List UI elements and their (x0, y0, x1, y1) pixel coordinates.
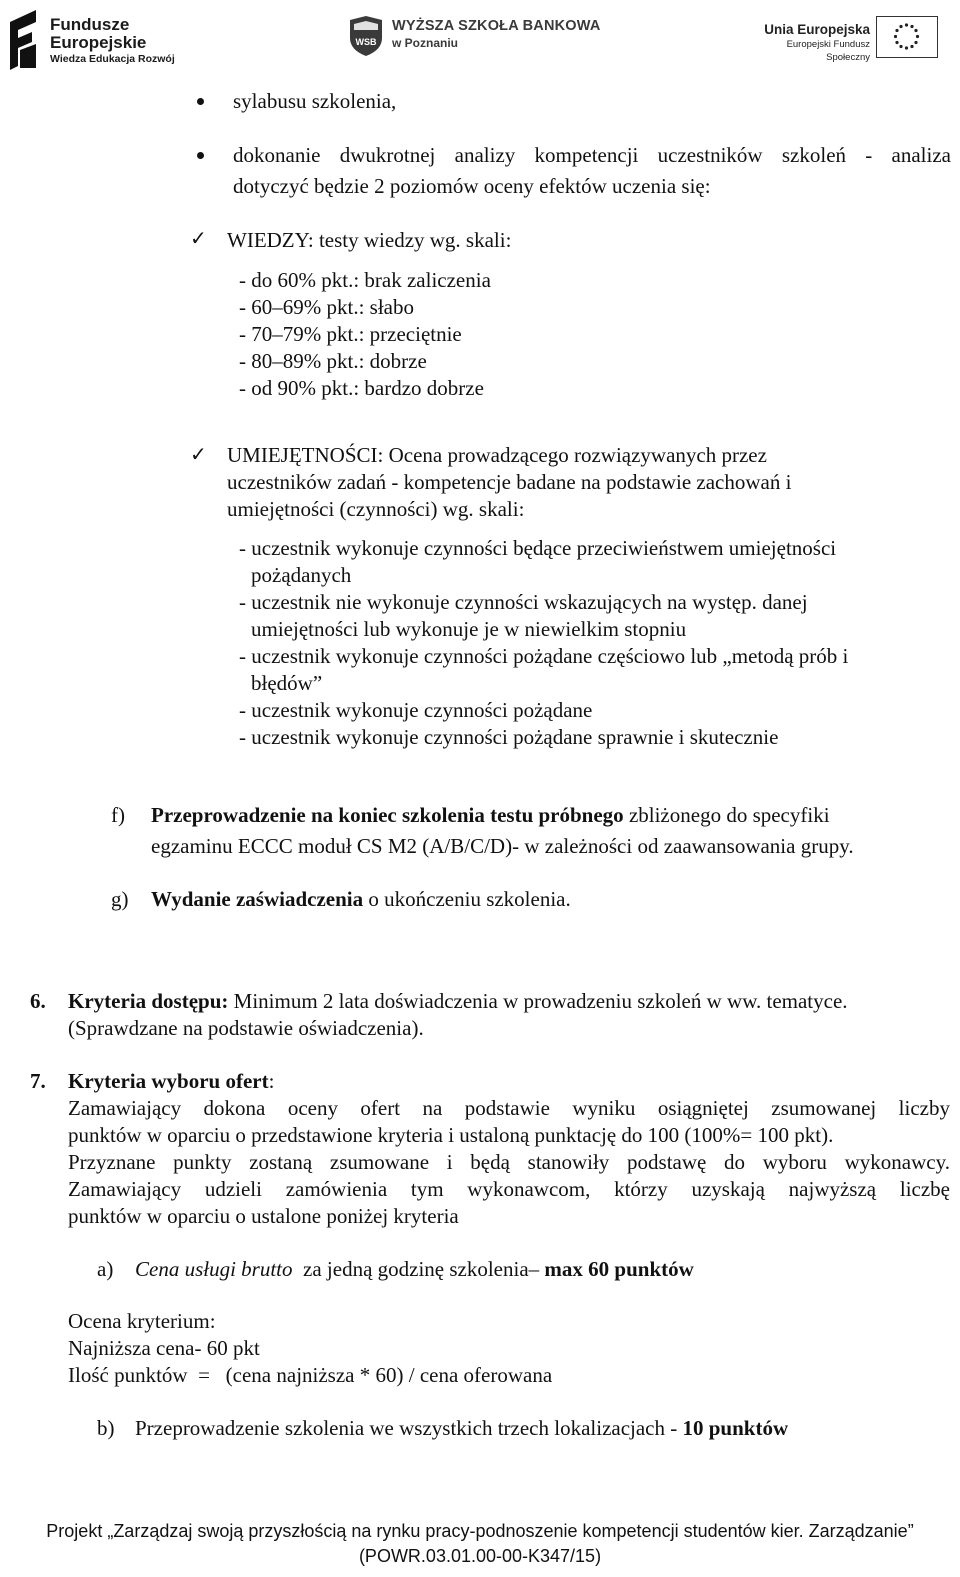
item-f-marker: f) (111, 803, 125, 827)
wiedzy-scale-item: - 70–79% pkt.: przeciętnie (239, 322, 462, 346)
item-g-line (151, 886, 571, 913)
fundusze-europejskie-mark-icon (6, 8, 40, 70)
eu-stars-icon (877, 17, 936, 56)
ocena-line: Ocena kryterium: (68, 1309, 216, 1333)
umiejetnosci-heading-line1: UMIEJĘTNOŚCI: Ocena prowadzącego rozwiązywanych przez (227, 443, 767, 467)
logo-ue-line2: Europejski Fundusz Społeczny (786, 39, 870, 63)
bullet-item-2-line1: dokonanie dwukrotnej analizy kompetencji uczestników szkoleń - analiza (233, 143, 951, 167)
eu-flag-icon (876, 16, 938, 58)
wsb-shield-icon (348, 16, 384, 56)
section-6-title: Kryteria dostępu: (68, 989, 229, 1013)
wiedzy-scale-item: - od 90% pkt.: bardzo dobrze (239, 376, 484, 400)
section-7-title: Kryteria wyboru ofert (68, 1069, 269, 1093)
umiejetnosci-scale-line: - uczestnik wykonuje czynności pożądane częściowo lub „metodą prób i (239, 644, 849, 668)
section-6-line2: (Sprawdzane na podstawie oświadczenia). (68, 1016, 424, 1040)
footer-project-code: (POWR.03.01.00-00-K347/15) (358, 1546, 602, 1566)
bullet-item-2-line2: dotyczyć będzie 2 poziomów oceny efektów uczenia się: (233, 174, 711, 198)
item-f-line1 (151, 802, 830, 829)
section-7-para-line: Zamawiający dokona oceny ofert na podstawie wyniku osiągniętej zsumowanej liczby (68, 1096, 950, 1120)
criterion-a-marker: a) (97, 1257, 114, 1281)
logo-fe-line1: Fundusze (50, 15, 130, 34)
bullet-item-1: sylabusu szkolenia, (233, 89, 397, 113)
section-6-line1 (68, 988, 848, 1015)
criterion-b-line (135, 1415, 788, 1442)
item-f-rest: zbliżonego do specyfiki (623, 803, 830, 827)
wiedzy-scale-item: - 80–89% pkt.: dobrze (239, 349, 427, 373)
logo-fundusze-europejskie (6, 6, 196, 72)
umiejetnosci-scale-line: błędów” (251, 671, 323, 695)
section-7-number: 7. (30, 1069, 46, 1093)
wiedzy-scale-item: - 60–69% pkt.: słabo (239, 295, 414, 319)
umiejetnosci-heading-line2: uczestników zadań - kompetencje badane na podstawie zachowań i (227, 470, 792, 494)
wiedzy-scale-item: - do 60% pkt.: brak zaliczenia (239, 268, 491, 292)
item-f-bold: Przeprowadzenie na koniec szkolenia testu próbnego (151, 803, 624, 827)
section-7-para-line: Zamawiający udzieli zamówienia tym wykonawcom, którzy uzyskają najwyższą liczbę (68, 1177, 950, 1201)
wsb-mark-text: WSB (355, 37, 377, 47)
checkmark-icon: ✓ (190, 226, 207, 250)
ocena-formula: Ilość punktów = (cena najniższa * 60) / cena oferowana (68, 1363, 553, 1387)
logo-fe-line2: Europejskie (50, 33, 147, 52)
footer-project-line: Projekt „Zarządzaj swoją przyszłością na rynku pracy-podnoszenie kompetencji studentów kier. Zarządzanie” (46, 1521, 914, 1541)
item-g-rest: o ukończeniu szkolenia. (363, 887, 571, 911)
logo-unia-europejska (746, 16, 942, 63)
umiejetnosci-scale-line: - uczestnik wykonuje czynności pożądane sprawnie i skutecznie (239, 725, 779, 749)
logo-wsb-line2: w Poznaniu (392, 36, 458, 50)
criterion-a-italic: Cena usługi brutto (135, 1257, 293, 1281)
umiejetnosci-scale-line: umiejętności lub wykonuje je w niewielkim stopniu (251, 617, 687, 641)
logo-wsb (348, 14, 618, 60)
checkmark-icon: ✓ (190, 442, 207, 466)
section-7-para-line: Przyznane punkty zostaną zsumowane i będą stanowiły podstawę do wyboru wykonawcy. (68, 1150, 950, 1174)
logo-wsb-line1: WYŻSZA SZKOŁA BANKOWA (392, 18, 601, 34)
ocena-line: Najniższa cena- 60 pkt (68, 1336, 260, 1360)
umiejetnosci-scale-line: - uczestnik nie wykonuje czynności wskazujących na występ. danej (239, 590, 808, 614)
section-7-heading: Kryteria wyboru ofert: (68, 1069, 275, 1093)
umiejetnosci-scale-line: - uczestnik wykonuje czynności będące przeciwieństwem umiejętności (239, 536, 837, 560)
item-g-bold: Wydanie zaświadczenia (151, 887, 364, 911)
section-6-text: Minimum 2 lata doświadczenia w prowadzeniu szkoleń w ww. tematyce. (228, 989, 848, 1013)
umiejetnosci-scale-line: - uczestnik wykonuje czynności pożądane (239, 698, 593, 722)
umiejetnosci-scale-line: pożądanych (251, 563, 352, 587)
criterion-b-marker: b) (97, 1416, 115, 1440)
criterion-a-text: za jedną godzinę szkolenia– (292, 1257, 545, 1281)
section-7-para-line: punktów w oparciu o przedstawione kryteria i ustaloną punktację do 100 (100%= 100 pkt). (68, 1123, 834, 1147)
logo-fe-line3: Wiedza Edukacja Rozwój (50, 53, 175, 65)
section-7-para-line: punktów w oparciu o ustalone poniżej kryteria (68, 1204, 459, 1228)
item-f-line2: egzaminu ECCC moduł CS M2 (A/B/C/D)- w zależności od zaawansowania grupy. (151, 834, 854, 858)
wiedzy-heading: WIEDZY: testy wiedzy wg. skali: (227, 228, 512, 252)
criterion-b-points: 10 punktów (682, 1416, 789, 1440)
criterion-a-points: max 60 punktów (544, 1257, 694, 1281)
criterion-b-text: Przeprowadzenie szkolenia we wszystkich trzech lokalizacjach - (135, 1416, 683, 1440)
umiejetnosci-heading-line3: umiejętności (czynności) wg. skali: (227, 497, 525, 521)
item-g-marker: g) (111, 887, 129, 911)
section-6-number: 6. (30, 989, 46, 1013)
bullet-icon (197, 152, 204, 159)
bullet-icon (197, 98, 204, 105)
logo-ue-line1: Unia Europejska (764, 22, 870, 37)
criterion-a-line (135, 1256, 694, 1283)
